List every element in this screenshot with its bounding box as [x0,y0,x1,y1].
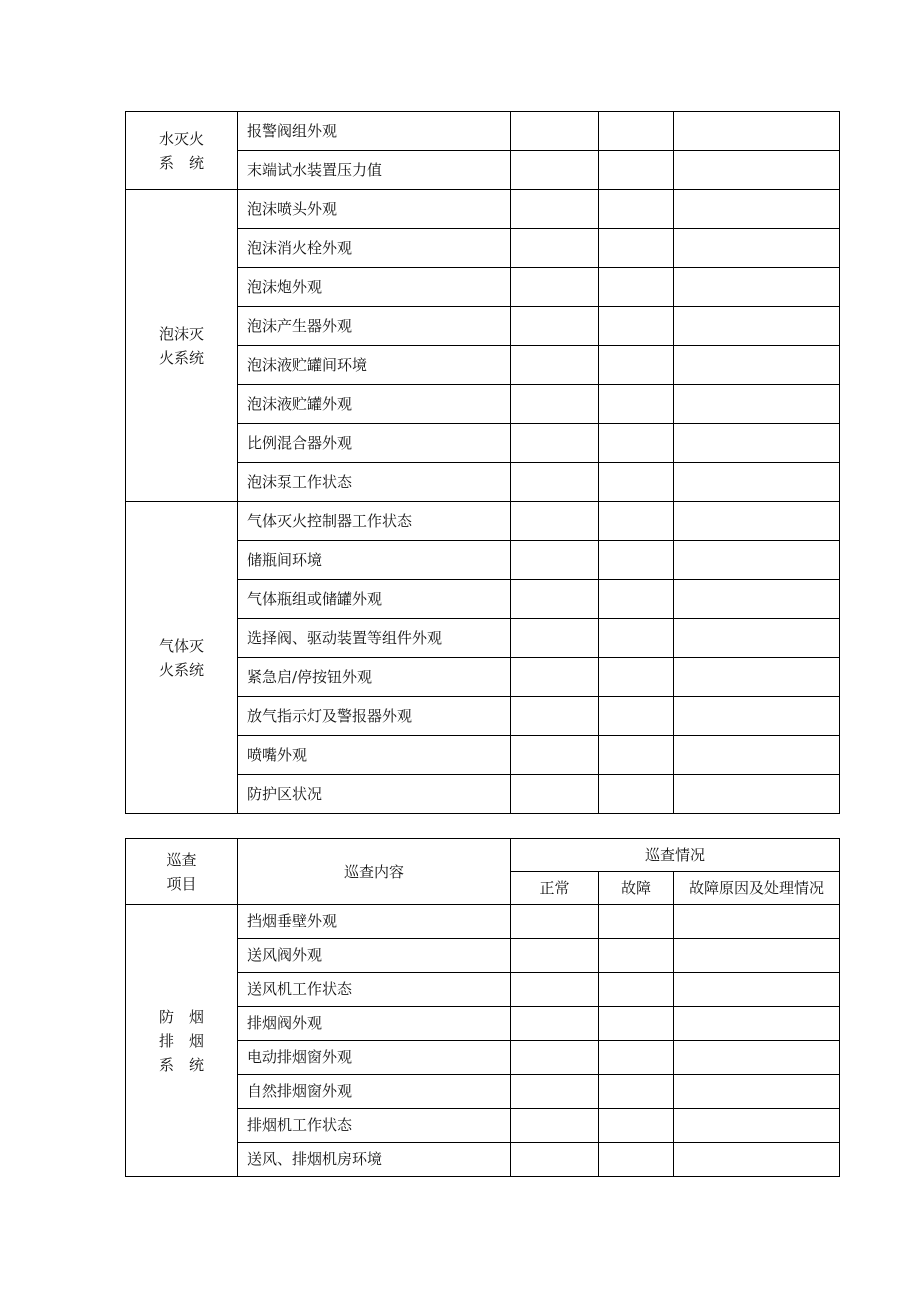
inspection-item: 送风阀外观 [238,939,511,973]
reason-cell[interactable] [674,580,840,619]
normal-cell[interactable] [511,112,599,151]
inspection-table-1-body [126,112,840,814]
fault-cell[interactable] [599,939,674,973]
fault-cell[interactable] [599,697,674,736]
normal-cell[interactable] [511,1109,599,1143]
reason-cell[interactable] [674,1109,840,1143]
reason-cell[interactable] [674,502,840,541]
table-row [126,112,840,151]
inspection-item: 泡沫液贮罐间环境 [238,346,511,385]
inspection-item: 储瓶间环境 [238,541,511,580]
reason-cell[interactable] [674,151,840,190]
normal-cell[interactable] [511,1075,599,1109]
normal-cell[interactable] [511,697,599,736]
category-cell: 气体灭 火系统 [126,502,238,814]
normal-cell[interactable] [511,1143,599,1177]
fault-cell[interactable] [599,151,674,190]
fault-cell[interactable] [599,736,674,775]
reason-cell[interactable] [674,905,840,939]
reason-cell[interactable] [674,619,840,658]
fault-cell[interactable] [599,385,674,424]
fault-cell[interactable] [599,268,674,307]
reason-cell[interactable] [674,112,840,151]
normal-cell[interactable] [511,1041,599,1075]
inspection-item: 放气指示灯及警报器外观 [238,697,511,736]
reason-cell[interactable] [674,541,840,580]
inspection-table-1 [125,111,840,814]
fault-cell[interactable] [599,973,674,1007]
inspection-item: 泡沫液贮罐外观 [238,385,511,424]
header-item: 巡查 项目 [126,839,238,905]
header-content: 巡查内容 [238,839,511,905]
fault-cell[interactable] [599,541,674,580]
inspection-item: 电动排烟窗外观 [238,1041,511,1075]
inspection-item: 气体瓶组或储罐外观 [238,580,511,619]
reason-cell[interactable] [674,736,840,775]
inspection-table-2-body [126,905,840,1177]
normal-cell[interactable] [511,424,599,463]
fault-cell[interactable] [599,580,674,619]
reason-cell[interactable] [674,697,840,736]
normal-cell[interactable] [511,580,599,619]
normal-cell[interactable] [511,151,599,190]
inspection-item: 紧急启/停按钮外观 [238,658,511,697]
inspection-item: 防护区状况 [238,775,511,814]
table-row [126,190,840,229]
inspection-item: 泡沫喷头外观 [238,190,511,229]
normal-cell[interactable] [511,905,599,939]
normal-cell[interactable] [511,736,599,775]
fault-cell[interactable] [599,775,674,814]
normal-cell[interactable] [511,346,599,385]
fault-cell[interactable] [599,112,674,151]
inspection-item: 送风机工作状态 [238,973,511,1007]
fault-cell[interactable] [599,1143,674,1177]
table-header [126,839,840,905]
table-row [126,905,840,939]
inspection-item: 自然排烟窗外观 [238,1075,511,1109]
fault-cell[interactable] [599,307,674,346]
header-reason: 故障原因及处理情况 [674,872,840,905]
reason-cell[interactable] [674,1007,840,1041]
inspection-item: 泡沫泵工作状态 [238,463,511,502]
fault-cell[interactable] [599,424,674,463]
header-fault: 故障 [599,872,674,905]
normal-cell[interactable] [511,541,599,580]
fault-cell[interactable] [599,229,674,268]
normal-cell[interactable] [511,268,599,307]
reason-cell[interactable] [674,775,840,814]
table-row [126,502,840,541]
normal-cell[interactable] [511,1007,599,1041]
category-cell: 防 烟 排 烟 系 统 [126,905,238,1177]
reason-cell[interactable] [674,424,840,463]
normal-cell[interactable] [511,463,599,502]
inspection-item: 泡沫消火栓外观 [238,229,511,268]
inspection-item: 排烟阀外观 [238,1007,511,1041]
header-normal: 正常 [511,872,599,905]
fault-cell[interactable] [599,1007,674,1041]
reason-cell[interactable] [674,1041,840,1075]
header-status: 巡查情况 [511,839,840,872]
inspection-item: 选择阀、驱动装置等组件外观 [238,619,511,658]
category-cell: 水灭火 系 统 [126,112,238,190]
fault-cell[interactable] [599,463,674,502]
reason-cell[interactable] [674,1075,840,1109]
inspection-item: 气体灭火控制器工作状态 [238,502,511,541]
reason-cell[interactable] [674,463,840,502]
reason-cell[interactable] [674,307,840,346]
inspection-table-2 [125,838,840,1177]
normal-cell[interactable] [511,190,599,229]
reason-cell[interactable] [674,385,840,424]
inspection-item: 末端试水装置压力值 [238,151,511,190]
normal-cell[interactable] [511,502,599,541]
reason-cell[interactable] [674,190,840,229]
inspection-item: 送风、排烟机房环境 [238,1143,511,1177]
fault-cell[interactable] [599,502,674,541]
reason-cell[interactable] [674,939,840,973]
inspection-item: 泡沫产生器外观 [238,307,511,346]
fault-cell[interactable] [599,1109,674,1143]
normal-cell[interactable] [511,658,599,697]
normal-cell[interactable] [511,775,599,814]
fault-cell[interactable] [599,1041,674,1075]
inspection-item: 喷嘴外观 [238,736,511,775]
fault-cell[interactable] [599,619,674,658]
fault-cell[interactable] [599,190,674,229]
normal-cell[interactable] [511,385,599,424]
reason-cell[interactable] [674,658,840,697]
normal-cell[interactable] [511,619,599,658]
inspection-item: 泡沫炮外观 [238,268,511,307]
normal-cell[interactable] [511,307,599,346]
normal-cell[interactable] [511,973,599,1007]
normal-cell[interactable] [511,229,599,268]
reason-cell[interactable] [674,1143,840,1177]
reason-cell[interactable] [674,973,840,1007]
fault-cell[interactable] [599,346,674,385]
normal-cell[interactable] [511,939,599,973]
inspection-item: 排烟机工作状态 [238,1109,511,1143]
inspection-item: 报警阀组外观 [238,112,511,151]
fault-cell[interactable] [599,658,674,697]
category-cell: 泡沫灭 火系统 [126,190,238,502]
inspection-item: 比例混合器外观 [238,424,511,463]
reason-cell[interactable] [674,346,840,385]
fault-cell[interactable] [599,1075,674,1109]
inspection-item: 挡烟垂壁外观 [238,905,511,939]
reason-cell[interactable] [674,229,840,268]
reason-cell[interactable] [674,268,840,307]
fault-cell[interactable] [599,905,674,939]
